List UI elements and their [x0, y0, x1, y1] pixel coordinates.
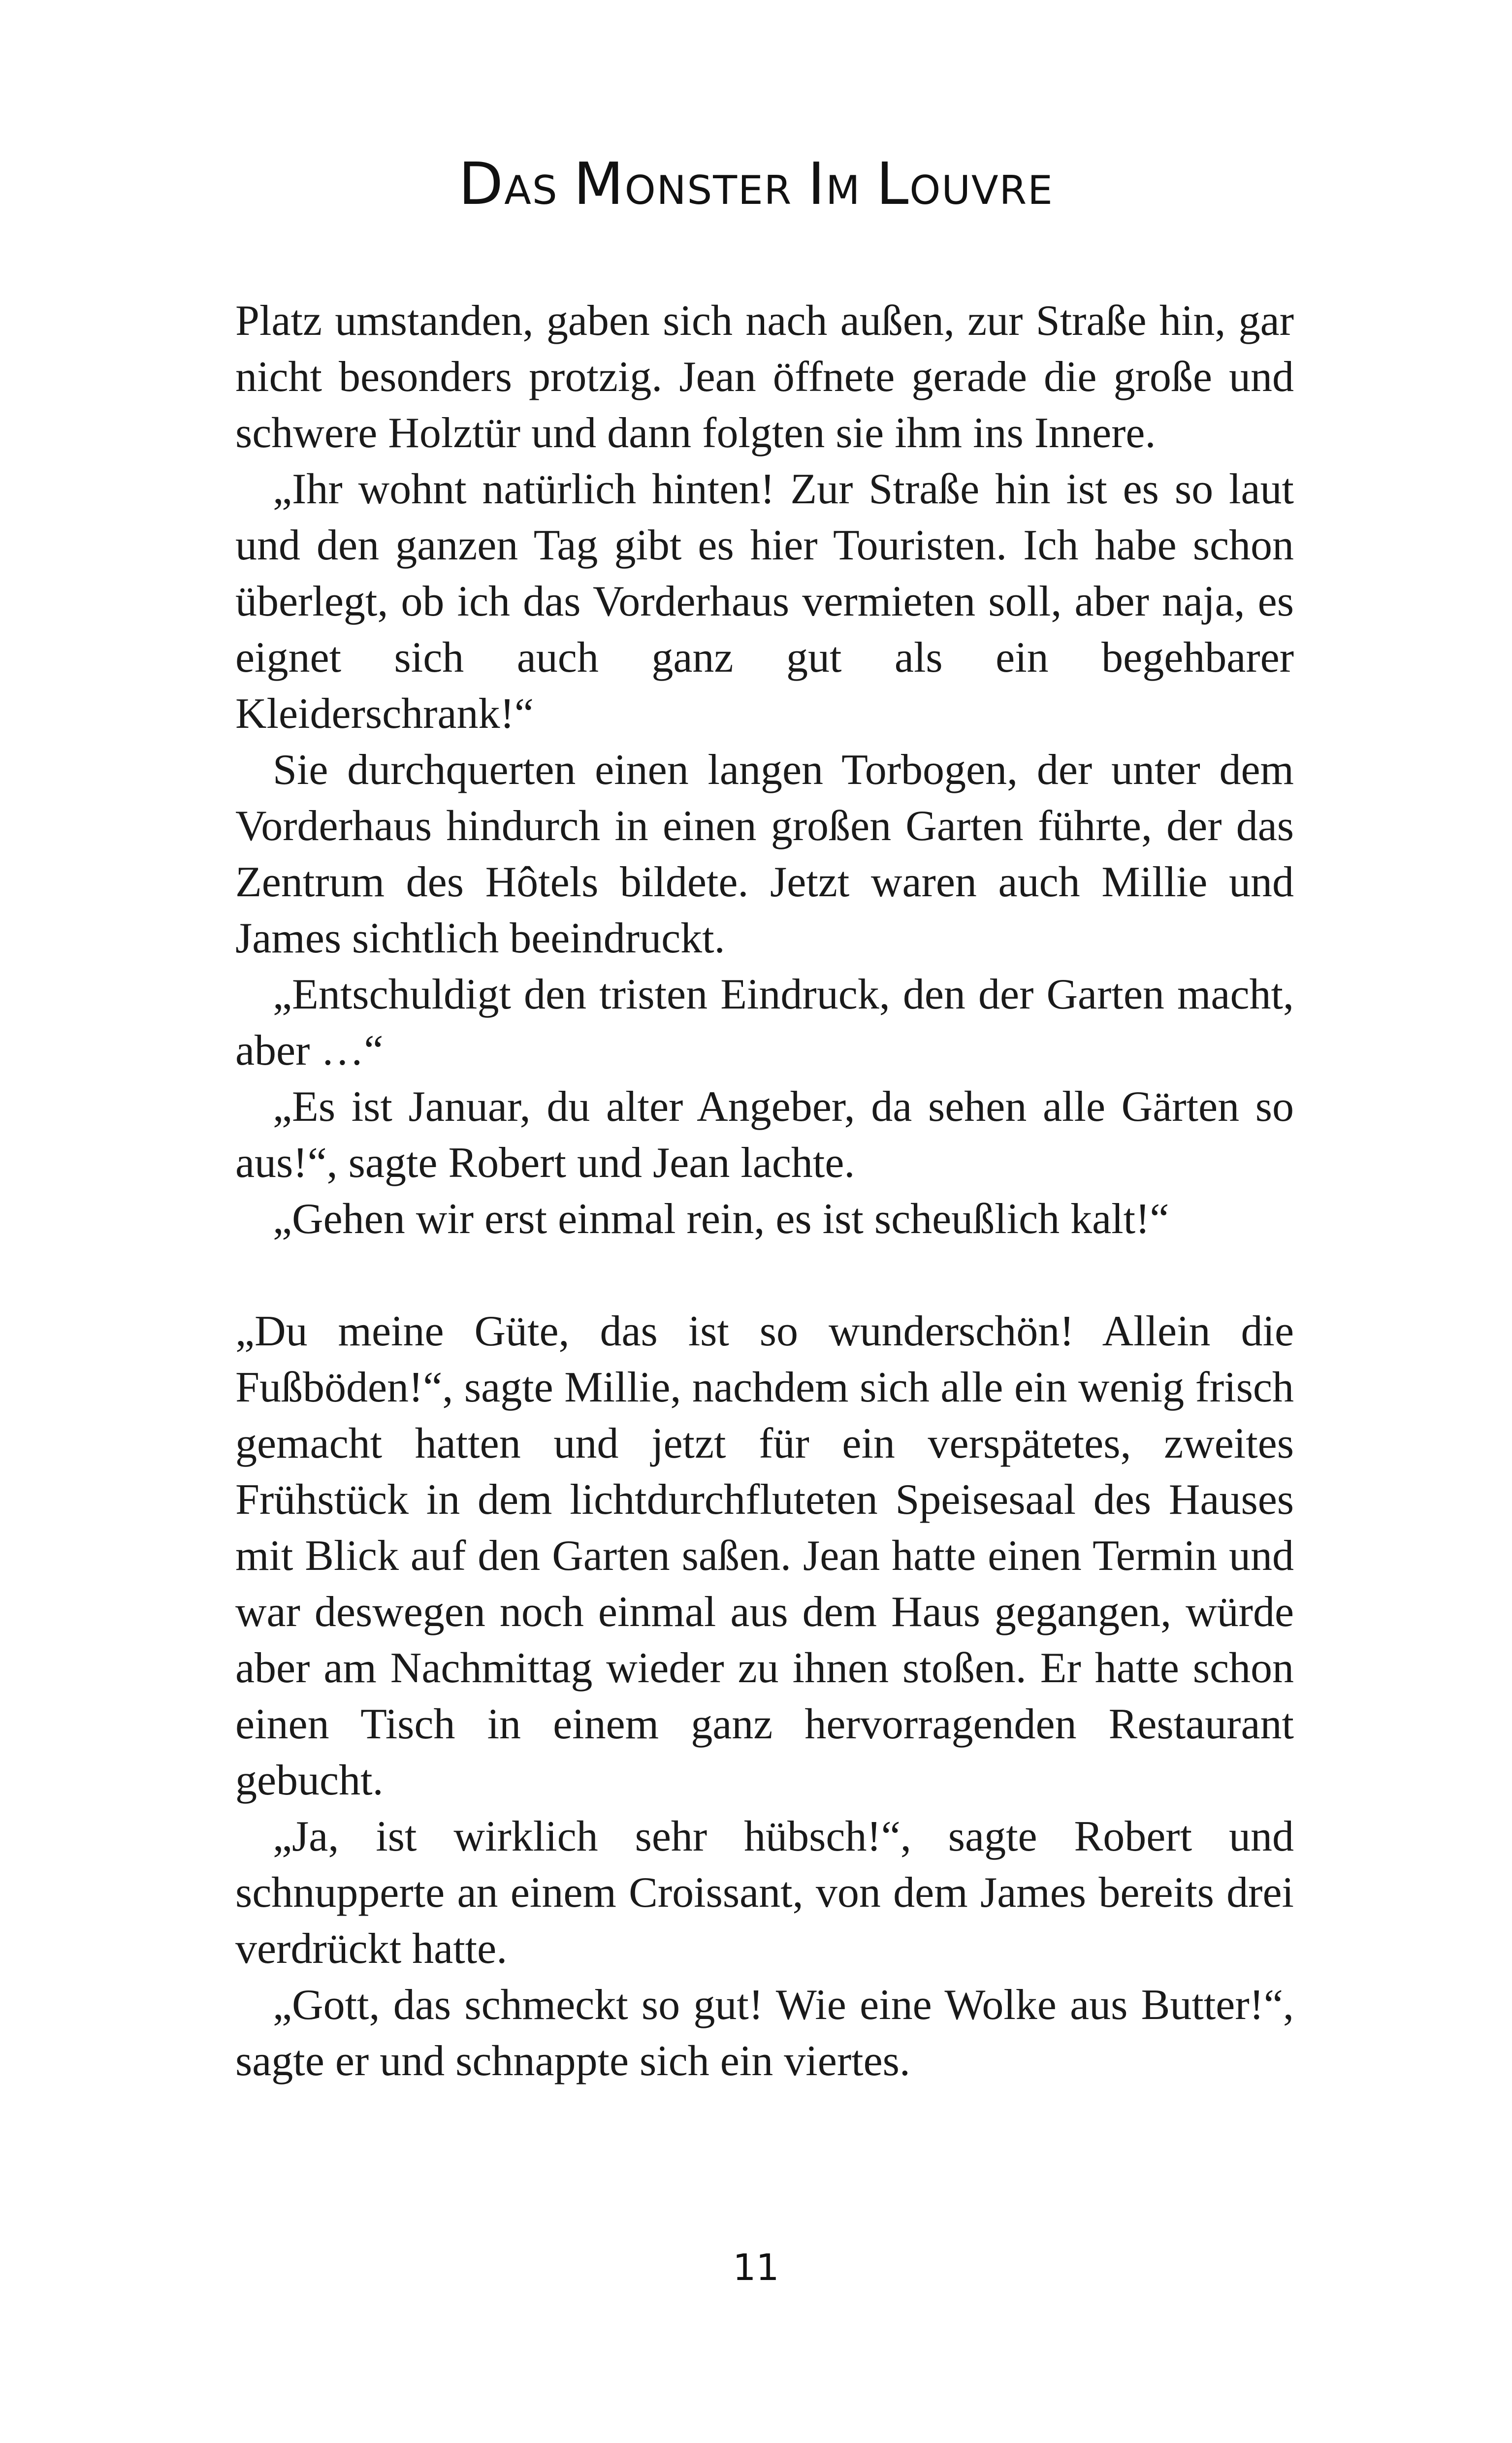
paragraph: „Du meine Güte, das ist so wunderschön! Allein die Fußböden!“, sagte Millie, nachdem sich alle ein wenig frisch gemacht hatten und jetzt für ein verspätetes, zweites Frühstück in dem lichtdurchfluteten Speisesaal des Hauses mit Blick auf den Garten saßen. Jean hatte einen Termin und war deswegen noch einmal aus dem Haus gegangen, würde aber am Nachmittag wieder zu ihnen stoßen. Er hatte schon einen Tisch in einem ganz hervorragenden Restaurant gebucht. — [235, 1307, 1294, 1804]
paragraph: „Ihr wohnt natürlich hinten! Zur Straße hin ist es so laut und den ganzen Tag gibt es hier Touristen. Ich habe schon überlegt, ob ich das Vorderhaus vermieten soll, aber naja, es eignet sich auch ganz gut als ein begehbarer Kleiderschrank!“ — [235, 465, 1294, 738]
paragraph: „Ja, ist wirklich sehr hübsch!“, sagte Robert und schnupperte an einem Croissant, von dem James bereits drei verdrückt hatte. — [235, 1813, 1294, 1973]
body-text — [235, 293, 1294, 2089]
paragraph: Sie durchquerten einen langen Torbogen, der unter dem Vorderhaus hindurch in einen großen Garten führte, der das Zentrum des Hôtels bildete. Jetzt waren auch Millie und James sichtlich beeindruckt. — [235, 746, 1294, 962]
paragraph: „Gehen wir erst einmal rein, es ist scheußlich kalt!“ — [273, 1195, 1169, 1243]
paragraph: Platz umstanden, gaben sich nach außen, zur Straße hin, gar nicht besonders protzig. Jean öffnete gerade die große und schwere Holztür und dann folgten sie ihm ins Innere. — [235, 297, 1294, 457]
running-head — [0, 150, 1512, 218]
running-head-title: DAS MONSTER IM LOUVRE — [458, 150, 1054, 218]
paragraph: „Es ist Januar, du alter Angeber, da sehen alle Gärten so aus!“, sagte Robert und Jean lachte. — [235, 1083, 1294, 1187]
paragraph: „Entschuldigt den tristen Eindruck, den der Garten macht, aber …“ — [235, 971, 1294, 1075]
page-number: 11 — [733, 2247, 779, 2289]
paragraph: „Gott, das schmeckt so gut! Wie eine Wolke aus Butter!“, sagte er und schnappte sich ein viertes. — [235, 1981, 1294, 2085]
